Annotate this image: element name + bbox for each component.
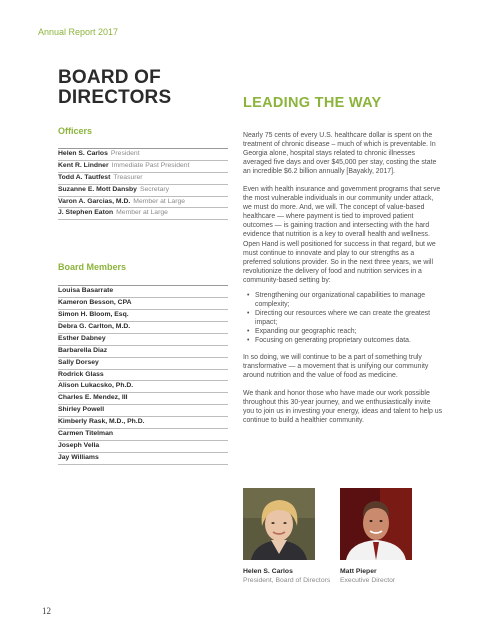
member-row [58,298,228,310]
report-header: Annual Report 2017 [38,27,119,37]
strategy-item: • Expanding our geographic reach; [255,327,443,336]
member-name: Rodrick Glass [58,370,104,378]
member-row [58,381,228,393]
officer-role: Secretary [139,185,170,193]
officer-role: Treasurer [113,173,143,181]
board-title-line2: DIRECTORS [58,87,172,108]
member-row [58,286,228,298]
strategy-item: • Directing our resources where we can create the greatest impact; [255,309,443,327]
leading-title: LEADING THE WAY [243,95,382,111]
board-members-list [58,285,228,464]
strategy-list [243,291,443,345]
officer-name: Varon A. Garcias, M.D. [58,197,131,205]
leading-column [243,95,443,434]
member-row [58,417,228,429]
member-row [58,310,228,322]
member-name: Charles E. Mendez, III [58,394,128,402]
officer-name: Suzanne E. Mott Dansby [58,185,137,193]
member-name: Debra G. Carlton, M.D. [58,323,131,331]
officer-name: Kent R. Lindner [58,161,109,169]
officers-heading: Officers [58,126,93,136]
board-members-heading: Board Members [58,262,127,273]
member-name: Louisa Basarrate [58,287,114,295]
officer-row [58,208,228,220]
caption-name: Helen S. Carlos [243,568,293,575]
member-name: Kimberly Rask, M.D., Ph.D. [58,418,145,426]
member-row [58,441,228,453]
officer-row [58,173,228,185]
officer-role: Member at Large [116,209,168,217]
officers-list [58,148,228,220]
member-name: Shirley Powell [58,406,105,414]
member-name: Barbarella Diaz [58,346,108,354]
member-name: Joseph Vella [58,441,100,449]
matt-pieper-photo [340,488,412,560]
paragraph: In so doing, we will continue to be a part of something truly transformative — a movement that is unifying our community around nutrition and the value of food as medicine. [243,354,429,380]
member-row [58,346,228,358]
photo-caption [243,567,330,585]
leading-body [243,131,443,425]
member-row [58,334,228,346]
member-row [58,405,228,417]
member-name: Esther Dabney [58,334,106,342]
member-row [58,322,228,334]
officer-role: President [110,150,140,157]
member-name: Alison Lukacsko, Ph.D. [58,382,134,390]
paragraph: Nearly 75 cents of every U.S. healthcare dollar is spent on the treatment of chronic disease – much of which is preventable. In Georgia alone, hospital stays related to chronic illnesses averaged five days and over $45,000 per stay, costing the state an incredible $6.2 billion annually [Bayakly, 2017]. [243,132,437,176]
member-row [58,429,228,441]
board-title [58,68,228,108]
officer-role: Member at Large [133,197,186,205]
strategy-item: • Focusing on generating proprietary outcomes data. [255,336,443,345]
helen-carlos-photo [243,488,315,560]
caption-name: Matt Pieper [340,568,377,575]
member-row [58,393,228,405]
member-name: Kameron Besson, CPA [58,299,132,307]
member-row [58,453,228,465]
board-title-line1: BOARD OF [58,67,161,88]
officer-row [58,197,228,209]
member-row [58,370,228,382]
member-name: Jay Williams [58,453,99,461]
caption-title: President, Board of Directors [243,577,331,584]
officer-row [58,161,228,173]
member-row [58,358,228,370]
member-name: Carmen Titelman [58,430,114,438]
officer-row [58,185,228,197]
officer-role: Immediate Past President [111,161,190,169]
officer-name: Todd A. Tautfest [58,173,111,181]
page-number: 12 [42,606,51,616]
officer-name: J. Stephen Eaton [58,209,114,217]
photo-caption [340,567,395,585]
member-name: Simon H. Bloom, Esq. [58,311,129,319]
paragraph: Even with health insurance and government programs that serve the most vulnerable individuals in our community under attack, we must do more. And, we will. The concept of value-based healthcare — where payment is tied to improved patient outcomes — is gaining traction and intersecting with the hard evidence that nutrition is a key to overall health and wellness. Open Hand is well positioned for success in that regard, but we must continue to innovate and play to our strengths as a preferred solutions provider. So in the next three years, we will revolutionize the delivery of food and nutrition services in a community-based setting by: [243,186,441,284]
officer-name: Helen S. Carlos [58,150,108,157]
member-name: Sally Dorsey [58,358,99,366]
strategy-item: • Strengthening our organizational capabilities to manage complexity; [255,291,443,309]
paragraph: We thank and honor those who have made our work possible throughout this 30-year journey, and we enthusiastically invite you to join us in investing your energy, ideas and talent to help us continue to build a healthier community. [243,390,443,425]
board-column [58,68,228,465]
officer-row [58,149,228,161]
caption-title: Executive Director [340,577,396,584]
